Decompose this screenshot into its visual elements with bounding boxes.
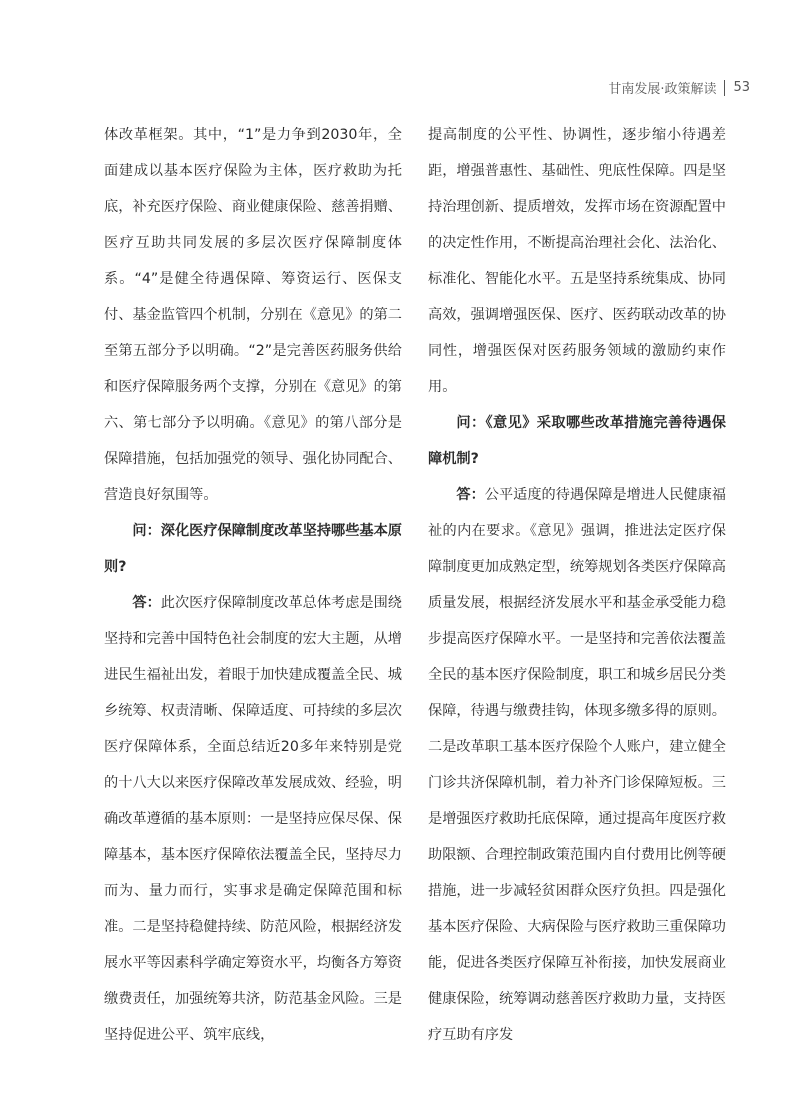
answer-paragraph xyxy=(104,585,402,1053)
question-heading: 问：《意见》采取哪些改革措施完善待遇保障机制? xyxy=(428,415,726,467)
answer-text: 此次医疗保障制度改革总体考虑是围绕坚持和完善中国特色社会制度的宏大主题，从增进民生福祉出发，着眼于加快建成覆盖全民、城乡统筹、权责清晰、保障适度、可持续的多层次医疗保障体系，全面总结近20多年来特别是党的十八大以来医疗保障改革发展成效、经验，明确改革遵循的基本原则：一是坚持应保尽保、保障基本，基本医疗保障依法覆盖全民，坚持尽力而为、量力而行，实事求是确定保障范围和标准。二是坚持稳健持续、防范风险，根据经济发展水平等因素科学确定筹资水平，均衡各方筹资缴费责任，加强统筹共济，防范基金风险。三是坚持促进公平、筑牢底线， xyxy=(104,595,402,1043)
header-section-title: 甘南发展·政策解读 xyxy=(608,82,717,97)
answer-label: 答： xyxy=(456,487,485,503)
right-column xyxy=(428,117,726,1053)
page-header xyxy=(608,78,750,97)
paragraph-body: 体改革框架。其中，“1”是力争到2030年，全面建成以基本医疗保险为主体，医疗救助为托底，补充医疗保险、商业健康保险、慈善捐赠、医疗互助共同发展的多层次医疗保障制度体系。“4”是健全待遇保障、筹资运行、医保支付、基金监管四个机制，分别在《意见》的第二至第五部分予以明确。“2”是完善医药服务供给和医疗保障服务两个支撑，分别在《意见》的第六、第七部分予以明确。《意见》的第八部分是保障措施，包括加强党的领导、强化协同配合、营造良好氛围等。 xyxy=(104,127,402,503)
page-number: 53 xyxy=(733,80,750,95)
left-column xyxy=(104,117,402,1053)
header-divider xyxy=(724,80,725,96)
question-heading: 问：深化医疗保障制度改革坚持哪些基本原则? xyxy=(104,523,402,575)
answer-label: 答： xyxy=(132,595,161,611)
answer-text: 公平适度的待遇保障是增进人民健康福祉的内在要求。《意见》强调，推进法定医疗保障制度更加成熟定型，统筹规划各类医疗保障高质量发展，根据经济发展水平和基金承受能力稳步提高医疗保障水平。一是坚持和完善依法覆盖全民的基本医疗保险制度，职工和城乡居民分类保障，待遇与缴费挂钩，体现多缴多得的原则。二是改革职工基本医疗保险个人账户，建立健全门诊共济保障机制，着力补齐门诊保障短板。三是增强医疗救助托底保障，通过提高年度医疗救助限额、合理控制政策范围内自付费用比例等硬措施，进一步减轻贫困群众医疗负担。四是强化基本医疗保险、大病保险与医疗救助三重保障功能，促进各类医疗保障互补衔接，加快发展商业健康保险，统筹调动慈善医疗救助力量，支持医疗互助有序发 xyxy=(428,487,726,1043)
paragraph-body: 提高制度的公平性、协调性，逐步缩小待遇差距，增强普惠性、基础性、兜底性保障。四是坚持治理创新、提质增效，发挥市场在资源配置中的决定性作用，不断提高治理社会化、法治化、标准化、智能化水平。五是坚持系统集成、协同高效，强调增强医保、医疗、医药联动改革的协同性，增强医保对医药服务领域的激励约束作用。 xyxy=(428,127,726,395)
answer-paragraph xyxy=(428,477,726,1053)
